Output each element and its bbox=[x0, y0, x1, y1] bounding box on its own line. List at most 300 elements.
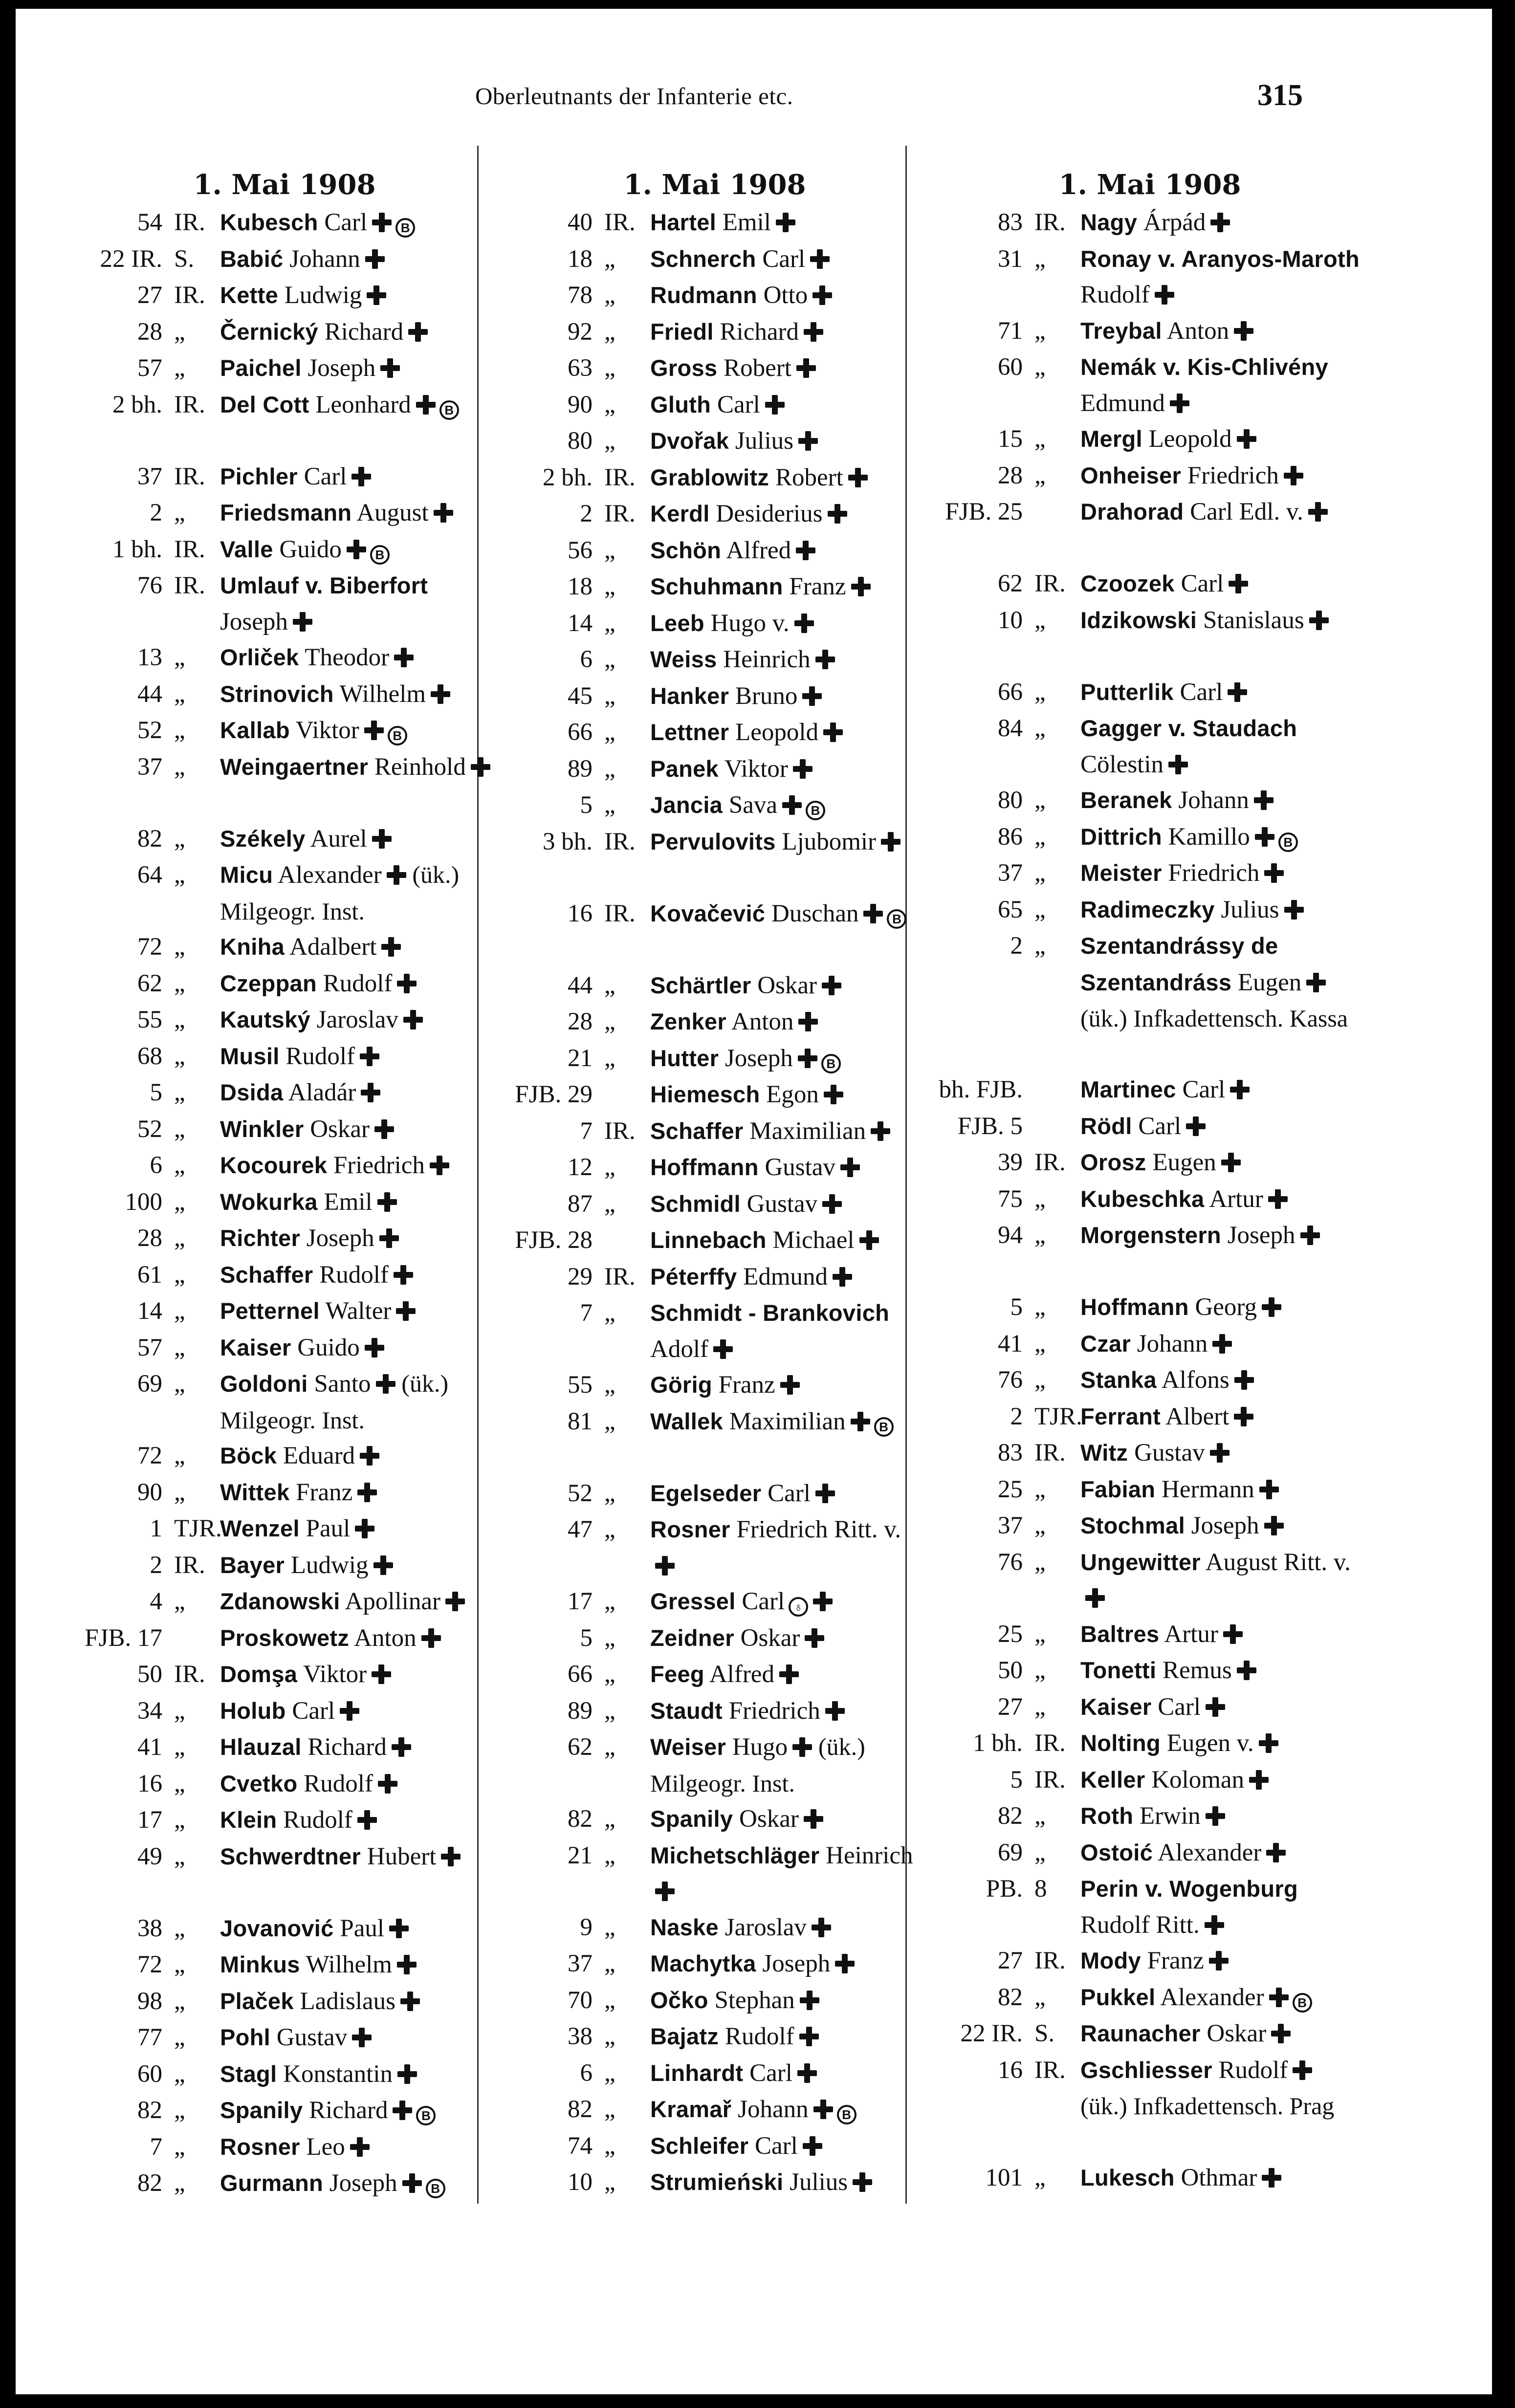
surname: Micu bbox=[220, 862, 273, 888]
cross-icon bbox=[713, 1339, 733, 1359]
cross-icon bbox=[397, 974, 417, 993]
surname: Petternel bbox=[220, 1298, 320, 1324]
cross-icon bbox=[1254, 790, 1273, 810]
officer-name bbox=[647, 1295, 925, 1367]
officer-name bbox=[1077, 1871, 1365, 1943]
posting-note: (ük.) Milgeogr. Inst. bbox=[220, 861, 460, 925]
cross-icon bbox=[293, 612, 312, 632]
unit-abbrev: „ bbox=[174, 1951, 185, 1978]
unit-abbrev: „ bbox=[1034, 1839, 1046, 1866]
officer-name bbox=[217, 1947, 495, 1983]
surname: Stagl bbox=[220, 2060, 277, 2087]
officer-entry bbox=[935, 1144, 1365, 1181]
cross-icon bbox=[1234, 1370, 1254, 1390]
unit-abbrev: „ bbox=[604, 1407, 615, 1435]
cross-icon bbox=[394, 648, 414, 667]
regiment-number: 94 bbox=[998, 1222, 1023, 1249]
given-name: Gustav bbox=[747, 1190, 818, 1218]
officer-entry bbox=[505, 1186, 925, 1223]
unit-abbrev: „ bbox=[604, 1154, 615, 1181]
officer-name bbox=[647, 1982, 925, 2019]
officer-name bbox=[1077, 494, 1365, 530]
officer-entry bbox=[935, 313, 1365, 350]
given-name: Eugen v. bbox=[1166, 1729, 1254, 1757]
officer-entry bbox=[505, 1982, 925, 2019]
officer-entry bbox=[74, 1474, 495, 1511]
surname: Kocourek bbox=[220, 1152, 328, 1178]
cross-icon bbox=[355, 1519, 374, 1538]
posting-note: (ük.) Infkadettensch. Kassa bbox=[1080, 1005, 1348, 1032]
given-name: Joseph bbox=[1227, 1222, 1295, 1249]
officer-name bbox=[1077, 1798, 1365, 1835]
b-circle-icon: B bbox=[887, 909, 906, 929]
surname: Richter bbox=[220, 1225, 301, 1251]
officer-entry bbox=[74, 314, 495, 350]
officer-name bbox=[647, 1367, 925, 1403]
given-name: Duschan bbox=[771, 899, 859, 927]
regiment-number: 52 bbox=[137, 1115, 162, 1143]
regiment-number: 29 bbox=[568, 1263, 593, 1291]
officer-name bbox=[217, 676, 495, 713]
given-name: Franz bbox=[789, 573, 846, 600]
officer-name bbox=[1077, 2015, 1365, 2052]
cross-icon bbox=[357, 1483, 377, 1502]
officer-name bbox=[647, 1475, 925, 1512]
regiment-number: 18 bbox=[568, 573, 593, 600]
officer-entry bbox=[74, 568, 495, 639]
regiment-number: bh. FJB. bbox=[939, 1076, 1023, 1103]
surname: Kniha bbox=[220, 934, 285, 960]
given-name: Julius bbox=[790, 2168, 848, 2196]
unit-abbrev: „ bbox=[604, 1588, 615, 1615]
officer-entry bbox=[74, 277, 495, 314]
regiment-number: FJB. 29 bbox=[515, 1081, 593, 1108]
surname: Czeppan bbox=[220, 970, 317, 996]
cross-icon bbox=[380, 358, 400, 378]
unit-abbrev: „ bbox=[604, 1371, 615, 1399]
regiment-number: 49 bbox=[137, 1842, 162, 1870]
officer-name bbox=[647, 1620, 925, 1657]
cross-icon bbox=[389, 1919, 409, 1938]
officer-entry bbox=[505, 204, 925, 241]
surname: Nolting bbox=[1080, 1730, 1161, 1756]
regiment-number: 87 bbox=[568, 1190, 593, 1218]
cross-icon bbox=[1234, 321, 1253, 341]
unit-abbrev: „ bbox=[604, 1190, 615, 1218]
cross-icon bbox=[351, 467, 371, 486]
officer-name bbox=[647, 1259, 925, 1295]
unit-abbrev: „ bbox=[174, 1079, 185, 1106]
given-name: Robert bbox=[724, 354, 791, 382]
b-circle-icon: B bbox=[806, 801, 825, 820]
b-circle-icon: B bbox=[370, 545, 390, 565]
regiment-number: 50 bbox=[137, 1661, 162, 1688]
officer-entry bbox=[74, 1583, 495, 1620]
regiment-number: FJB. 5 bbox=[957, 1112, 1023, 1140]
b-circle-icon: B bbox=[416, 2106, 436, 2125]
officer-entry bbox=[935, 1108, 1365, 1145]
regiment-number: 10 bbox=[998, 606, 1023, 634]
officer-name bbox=[217, 1547, 495, 1584]
officer-entry bbox=[74, 2129, 495, 2166]
surname: Hartel bbox=[650, 209, 717, 235]
surname: Putterlik bbox=[1080, 679, 1174, 705]
officer-entry bbox=[505, 2128, 925, 2165]
cross-icon bbox=[1212, 1334, 1232, 1354]
surname: Schaffer bbox=[650, 1117, 744, 1144]
given-name: Erwin bbox=[1139, 1802, 1201, 1830]
cross-icon bbox=[360, 1446, 379, 1466]
surname: Zeidner bbox=[650, 1624, 734, 1651]
cross-icon bbox=[815, 650, 835, 669]
officer-entry bbox=[74, 495, 495, 531]
officer-entry bbox=[505, 569, 925, 605]
cross-icon bbox=[825, 1701, 845, 1721]
unit-abbrev: „ bbox=[604, 1008, 615, 1035]
officer-entry bbox=[74, 350, 495, 387]
officer-name bbox=[217, 1766, 495, 1802]
unit-abbrev: IR. bbox=[174, 462, 205, 490]
officer-name bbox=[1077, 1181, 1365, 1218]
officer-entry bbox=[505, 1729, 925, 1801]
officer-entry bbox=[505, 641, 925, 678]
surname: Kaiser bbox=[1080, 1693, 1152, 1720]
regiment-number: 27 bbox=[137, 282, 162, 309]
unit-abbrev: „ bbox=[174, 644, 185, 671]
officer-entry bbox=[505, 1583, 925, 1620]
b-circle-icon: B bbox=[439, 400, 459, 420]
unit-abbrev: „ bbox=[174, 680, 185, 708]
given-name: Bruno bbox=[735, 682, 798, 710]
regiment-number: 14 bbox=[568, 609, 593, 637]
cross-icon bbox=[823, 722, 843, 742]
officer-entry bbox=[935, 782, 1365, 819]
officer-entry bbox=[74, 387, 495, 459]
officer-name bbox=[1077, 855, 1365, 892]
regiment-number: 6 bbox=[580, 646, 593, 673]
given-name: Carl bbox=[1138, 1112, 1182, 1140]
given-name: Hugo v. bbox=[710, 609, 790, 637]
regiment-number: 31 bbox=[998, 245, 1023, 273]
cross-icon bbox=[792, 1737, 812, 1757]
officer-name bbox=[1077, 674, 1365, 711]
cross-icon bbox=[1210, 213, 1230, 232]
given-name: Ludwig bbox=[284, 282, 362, 309]
surname: Rosner bbox=[650, 1516, 730, 1542]
regiment-number: 16 bbox=[568, 899, 593, 927]
regiment-number: 76 bbox=[998, 1366, 1023, 1394]
officer-name bbox=[647, 204, 925, 241]
cross-icon bbox=[365, 249, 385, 269]
cross-icon bbox=[655, 1882, 675, 1901]
regiment-number: 22 IR. bbox=[960, 2020, 1023, 2047]
cross-icon bbox=[397, 2064, 417, 2084]
surname: Schleifer bbox=[650, 2132, 749, 2159]
unit-abbrev: IR. bbox=[1034, 1766, 1066, 1794]
given-name: Friedrich Ritt. v. bbox=[736, 1516, 901, 1543]
regiment-number: 80 bbox=[998, 787, 1023, 814]
unit-abbrev: „ bbox=[604, 1841, 615, 1869]
given-name: Apollinar bbox=[345, 1588, 440, 1615]
unit-abbrev: „ bbox=[604, 1697, 615, 1725]
regiment-number: 17 bbox=[137, 1806, 162, 1834]
unit-abbrev: „ bbox=[604, 1044, 615, 1072]
cross-icon bbox=[361, 1083, 380, 1102]
regiment-number: 50 bbox=[998, 1657, 1023, 1684]
b-circle-icon: B bbox=[1293, 1993, 1312, 2013]
regiment-number: 60 bbox=[137, 2060, 162, 2088]
given-name: Ladislaus bbox=[300, 1987, 395, 2015]
regiment-number: 47 bbox=[568, 1516, 593, 1543]
surname: Del Cott bbox=[220, 391, 309, 417]
page-header bbox=[16, 79, 1375, 121]
unit-abbrev: „ bbox=[174, 933, 185, 961]
officer-name bbox=[217, 1184, 495, 1221]
officer-name bbox=[647, 1693, 925, 1729]
officer-entry bbox=[505, 1367, 925, 1403]
officer-entry bbox=[505, 714, 925, 751]
unit-abbrev: IR. bbox=[1034, 570, 1066, 597]
unit-abbrev: „ bbox=[1034, 2164, 1046, 2191]
surname: Rudmann bbox=[650, 282, 757, 308]
officer-entry bbox=[74, 1620, 495, 1657]
given-name: Georg bbox=[1195, 1293, 1257, 1321]
surname: Kallab bbox=[220, 717, 290, 743]
cross-icon bbox=[813, 1592, 833, 1611]
officer-name bbox=[647, 787, 925, 824]
unit-abbrev: TJR. bbox=[174, 1515, 222, 1542]
officer-name bbox=[217, 965, 495, 1002]
officer-name bbox=[217, 1438, 495, 1474]
unit-abbrev: „ bbox=[174, 861, 185, 889]
unit-abbrev: „ bbox=[604, 1986, 615, 2014]
unit-abbrev: „ bbox=[1034, 1222, 1046, 1249]
officer-name bbox=[1077, 1652, 1365, 1689]
officer-list bbox=[935, 204, 1365, 2196]
unit-abbrev: „ bbox=[1034, 1657, 1046, 1684]
cross-icon bbox=[1221, 1153, 1241, 1172]
regiment-number: 12 bbox=[568, 1154, 593, 1181]
cross-icon bbox=[381, 937, 401, 957]
officer-name bbox=[1077, 1108, 1365, 1145]
officer-entry bbox=[505, 1295, 925, 1367]
officer-name bbox=[647, 1801, 925, 1838]
officer-entry bbox=[935, 602, 1365, 674]
roster-column-1 bbox=[74, 165, 495, 2365]
officer-name bbox=[647, 2018, 925, 2055]
unit-abbrev: „ bbox=[174, 1478, 185, 1506]
surname: Očko bbox=[650, 1987, 708, 2013]
officer-name bbox=[1077, 782, 1365, 819]
cross-icon bbox=[1230, 1080, 1250, 1099]
given-name: Edmund bbox=[1080, 389, 1165, 417]
regiment-number: 28 bbox=[568, 1008, 593, 1035]
unit-abbrev: „ bbox=[604, 245, 615, 273]
surname: Bajatz bbox=[650, 2023, 719, 2049]
officer-entry bbox=[74, 1729, 495, 1766]
officer-entry bbox=[74, 2056, 495, 2093]
surname: Ostoić bbox=[1080, 1839, 1153, 1865]
regiment-number: 10 bbox=[568, 2168, 593, 2196]
cross-icon bbox=[1284, 466, 1303, 485]
cross-icon bbox=[408, 322, 428, 342]
surname: Beranek bbox=[1080, 787, 1172, 813]
surname: Panek bbox=[650, 755, 719, 782]
regiment-number: 101 bbox=[985, 2164, 1023, 2191]
surname: Gluth bbox=[650, 391, 711, 417]
column-heading: 1. Mai 1908 bbox=[193, 169, 376, 201]
given-name: Hubert bbox=[367, 1842, 437, 1870]
surname: Stochmal bbox=[1080, 1512, 1185, 1538]
unit-abbrev: S. bbox=[174, 245, 195, 273]
given-name: Gustav bbox=[765, 1154, 835, 1181]
unit-abbrev: „ bbox=[604, 427, 615, 455]
regiment-number: 82 bbox=[568, 2096, 593, 2123]
surname: Zenker bbox=[650, 1008, 726, 1034]
officer-entry bbox=[505, 2091, 925, 2128]
officer-list bbox=[505, 204, 925, 2201]
given-name: Joseph bbox=[1191, 1512, 1259, 1539]
unit-abbrev: „ bbox=[1034, 896, 1046, 923]
regiment-number: 37 bbox=[137, 753, 162, 781]
officer-entry bbox=[935, 1798, 1365, 1835]
cross-icon bbox=[1228, 682, 1247, 702]
officer-entry bbox=[74, 1220, 495, 1257]
surname: Černický bbox=[220, 318, 318, 345]
posting-note: (ük.) Milgeogr. Inst. bbox=[220, 1370, 449, 1434]
officer-name bbox=[647, 1076, 925, 1113]
given-name: Carl bbox=[768, 1479, 811, 1507]
given-name: Julius bbox=[735, 427, 793, 455]
officer-entry bbox=[74, 929, 495, 965]
surname: Schnerch bbox=[650, 245, 756, 272]
officer-name bbox=[1077, 1835, 1365, 1871]
given-name: Alexander bbox=[1160, 1983, 1264, 2011]
officer-entry bbox=[505, 1475, 925, 1512]
officer-name bbox=[647, 1186, 925, 1223]
given-name: Robert bbox=[775, 463, 843, 491]
regiment-number: 83 bbox=[998, 1439, 1023, 1467]
unit-abbrev: „ bbox=[174, 1042, 185, 1070]
officer-entry bbox=[74, 1693, 495, 1729]
cross-icon bbox=[367, 285, 386, 305]
cross-icon bbox=[1237, 1661, 1256, 1680]
surname: Hoffmann bbox=[1080, 1294, 1189, 1320]
cross-icon bbox=[804, 322, 823, 342]
officer-entry bbox=[935, 349, 1365, 421]
regiment-number: 7 bbox=[150, 2133, 162, 2161]
surname: Rödl bbox=[1080, 1113, 1132, 1139]
officer-entry bbox=[935, 892, 1365, 928]
given-name: Alexander bbox=[1158, 1839, 1262, 1866]
unit-abbrev: „ bbox=[604, 971, 615, 999]
surname: Minkus bbox=[220, 1951, 300, 1977]
regiment-number: 37 bbox=[137, 462, 162, 490]
cross-icon bbox=[364, 721, 384, 740]
given-name: Friedrich bbox=[333, 1152, 425, 1179]
cross-icon bbox=[822, 976, 841, 995]
given-name: Stephan bbox=[714, 1986, 795, 2014]
given-name: Wilhelm bbox=[339, 680, 426, 708]
officer-entry bbox=[74, 749, 495, 821]
officer-name bbox=[217, 531, 495, 568]
regiment-number: 72 bbox=[137, 933, 162, 961]
officer-entry bbox=[74, 1074, 495, 1111]
regiment-number: 5 bbox=[1010, 1293, 1023, 1321]
regiment-number: 72 bbox=[137, 1951, 162, 1978]
given-name: Emil bbox=[722, 209, 771, 236]
unit-abbrev: „ bbox=[174, 2097, 185, 2124]
officer-name bbox=[1077, 1399, 1365, 1435]
regiment-number: 82 bbox=[137, 825, 162, 853]
regiment-number: 18 bbox=[568, 245, 593, 273]
cross-icon bbox=[798, 1012, 818, 1031]
given-name: Konstantin bbox=[283, 2060, 393, 2088]
regiment-number: 69 bbox=[137, 1370, 162, 1398]
unit-abbrev: „ bbox=[1034, 1512, 1046, 1539]
officer-entry bbox=[505, 787, 925, 824]
regiment-number: 2 bbox=[150, 499, 162, 526]
unit-abbrev: „ bbox=[174, 2133, 185, 2161]
officer-entry bbox=[74, 857, 495, 929]
given-name: Carl bbox=[1181, 570, 1224, 597]
surname: Pohl bbox=[220, 2024, 271, 2050]
officer-name bbox=[1077, 1544, 1365, 1617]
surname: Wittek bbox=[220, 1479, 290, 1505]
given-name: Jaroslav bbox=[316, 1006, 398, 1033]
surname: Kubeschka bbox=[1080, 1185, 1205, 1212]
regiment-number: 9 bbox=[580, 1913, 593, 1941]
officer-name bbox=[647, 1403, 925, 1440]
officer-entry bbox=[935, 204, 1365, 241]
cross-icon bbox=[835, 1954, 855, 1973]
unit-abbrev: TJR. bbox=[1034, 1402, 1082, 1430]
unit-abbrev: IR. bbox=[604, 828, 636, 855]
regiment-number: 63 bbox=[568, 354, 593, 382]
unit-abbrev: S. bbox=[1034, 2020, 1055, 2047]
officer-entry bbox=[74, 1293, 495, 1330]
cross-icon bbox=[397, 1955, 417, 1974]
cross-icon bbox=[421, 1628, 441, 1648]
officer-name bbox=[647, 1511, 925, 1584]
regiment-number: 1 bh. bbox=[973, 1729, 1023, 1757]
given-name: Carl bbox=[292, 1697, 335, 1725]
unit-abbrev: „ bbox=[174, 1115, 185, 1143]
regiment-number: 90 bbox=[568, 391, 593, 418]
given-name: Egon bbox=[766, 1081, 819, 1108]
surname: Leeb bbox=[650, 610, 704, 636]
surname: Kautský bbox=[220, 1007, 310, 1032]
surname: Morgenstern bbox=[1080, 1222, 1221, 1248]
officer-name bbox=[217, 1910, 495, 1947]
unit-abbrev: „ bbox=[174, 1188, 185, 1216]
surname: Martinec bbox=[1080, 1076, 1176, 1102]
officer-name bbox=[217, 1802, 495, 1839]
given-name: Paul bbox=[340, 1914, 385, 1942]
officer-entry bbox=[935, 819, 1365, 855]
cross-icon bbox=[840, 1158, 860, 1177]
regiment-number: 2 bbox=[150, 1551, 162, 1579]
officer-entry bbox=[935, 1725, 1365, 1762]
officer-entry bbox=[935, 928, 1365, 1072]
officer-entry bbox=[74, 1330, 495, 1366]
surname: Czoozek bbox=[1080, 570, 1175, 596]
surname: Holub bbox=[220, 1697, 286, 1724]
officer-entry bbox=[74, 1184, 495, 1221]
unit-abbrev: „ bbox=[604, 354, 615, 382]
officer-entry bbox=[505, 896, 925, 967]
unit-abbrev: IR. bbox=[1034, 209, 1066, 236]
